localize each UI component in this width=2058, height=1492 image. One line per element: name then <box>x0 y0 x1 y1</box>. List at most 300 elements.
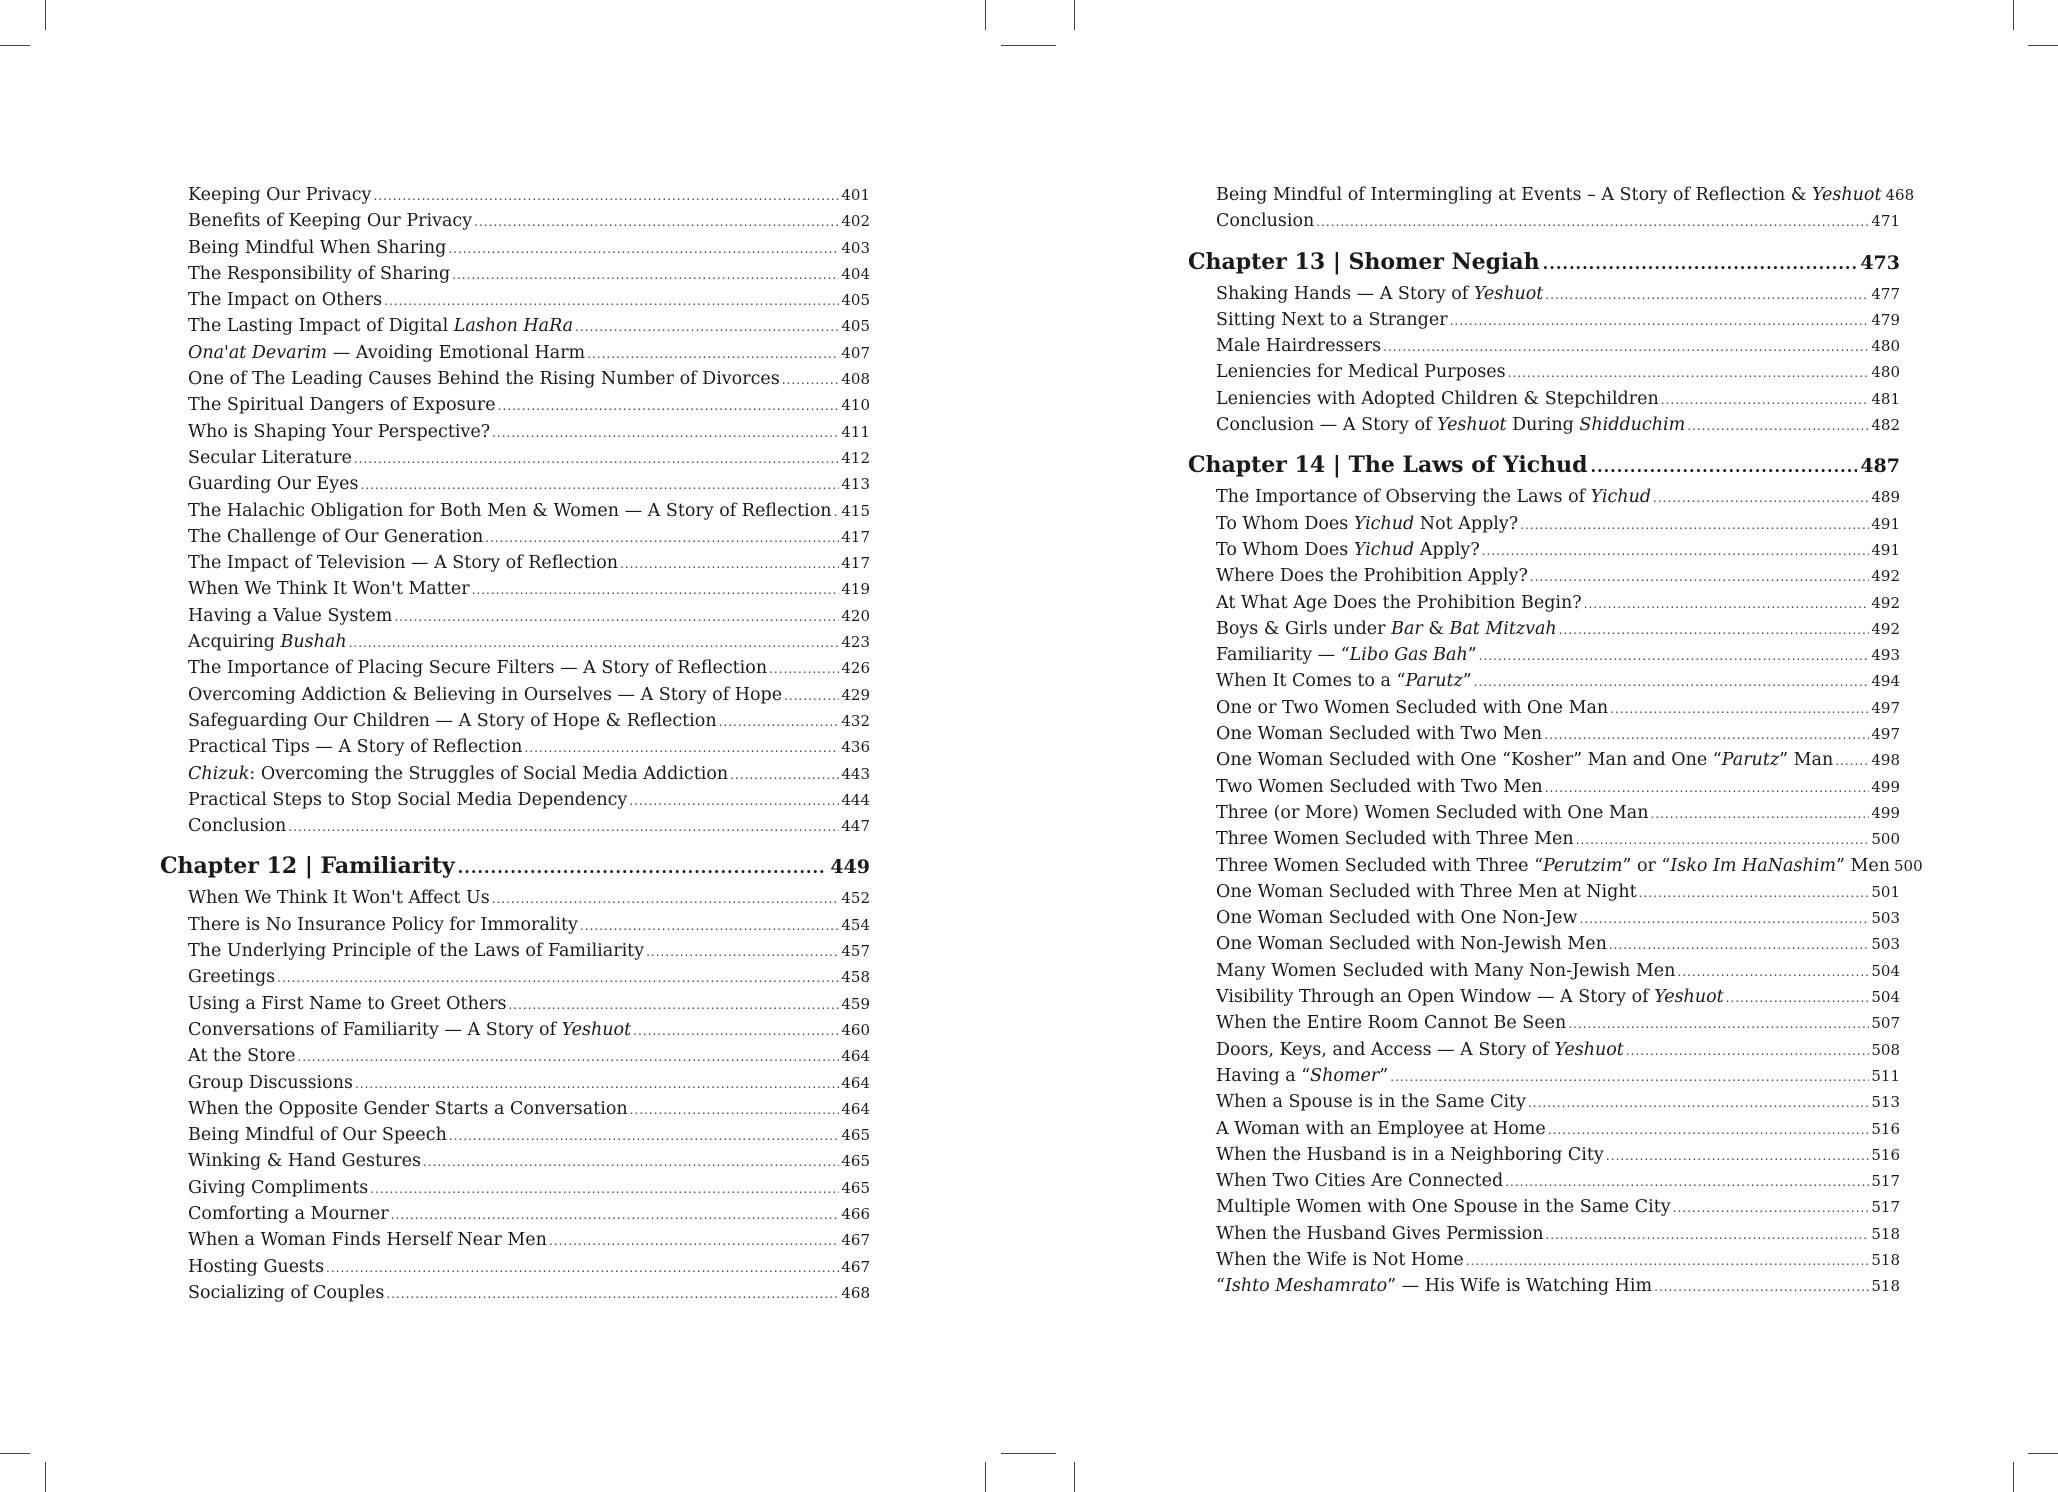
toc-entry-title-part: Secular Literature <box>188 447 352 468</box>
toc-entry-title <box>188 1122 447 1148</box>
dot-leader <box>384 288 839 314</box>
toc-entry-title <box>1216 984 1724 1010</box>
toc-entry[interactable] <box>160 366 870 392</box>
dot-leader <box>1835 748 1869 774</box>
toc-entry-title-italic: Libo Gas Bah <box>1349 645 1468 666</box>
chapter-heading[interactable] <box>1188 243 1900 281</box>
toc-entry[interactable] <box>160 603 870 629</box>
toc-entry[interactable] <box>160 991 870 1017</box>
toc-entry[interactable] <box>160 938 870 964</box>
toc-entry-title <box>1216 931 1607 957</box>
toc-page-number: 426 <box>841 659 870 678</box>
toc-entry-title <box>188 787 627 813</box>
toc-entry-title-part: Giving Compliments <box>188 1177 369 1198</box>
chapter-heading[interactable] <box>160 847 870 885</box>
toc-entry-title-part: Winking & Hand Gestures <box>188 1151 421 1172</box>
toc-entry[interactable] <box>160 1043 870 1069</box>
toc-entry[interactable] <box>160 550 870 576</box>
chapter-title: Chapter 14 | The Laws of Yichud <box>1188 452 1588 479</box>
toc-entry-title <box>1216 590 1582 616</box>
toc-entry-title-part: Three Women Secluded with Three Men <box>1216 829 1574 850</box>
dot-leader <box>1579 906 1869 932</box>
toc-entry[interactable] <box>1188 826 1900 852</box>
toc-entry-title <box>1216 386 1659 412</box>
toc-entry[interactable] <box>1188 590 1900 616</box>
toc-entry-title-part: Sitting Next to a Stranger <box>1216 309 1448 330</box>
dot-leader <box>474 209 839 235</box>
dot-leader <box>448 236 839 262</box>
toc-entry[interactable] <box>1188 1194 1900 1220</box>
toc-entry[interactable] <box>1188 563 1900 589</box>
dot-leader <box>730 762 839 788</box>
toc-entry-title <box>188 912 578 938</box>
toc-page-number: 480 <box>1871 363 1900 382</box>
chapter-page-number: 487 <box>1860 455 1900 478</box>
toc-entry-title <box>1216 958 1675 984</box>
toc-page-number: 480 <box>1871 337 1900 356</box>
toc-entry[interactable] <box>160 734 870 760</box>
crop-mark <box>2013 1462 2014 1492</box>
crop-mark <box>1001 45 1056 46</box>
toc-entry[interactable] <box>1188 616 1900 642</box>
toc-entry[interactable] <box>1188 747 1900 773</box>
toc-page-number: 504 <box>1871 988 1900 1007</box>
toc-entry[interactable] <box>160 392 870 418</box>
crop-mark <box>1074 1462 1075 1492</box>
toc-entry-title-part: Practical Tips — A Story of Reflection <box>188 737 523 758</box>
crop-mark <box>0 1453 30 1454</box>
toc-entry-title <box>188 392 496 418</box>
toc-entry-title <box>188 340 585 366</box>
toc-page-number: 413 <box>841 475 870 494</box>
toc-entry-title <box>1216 826 1574 852</box>
dot-leader <box>1479 643 1870 669</box>
toc-entry-title <box>1216 695 1608 721</box>
toc-page-number: 410 <box>841 396 870 415</box>
toc-entry-title <box>188 287 382 313</box>
toc-entry-title-italic: Bushah <box>280 632 347 653</box>
toc-page-number: 436 <box>841 738 870 757</box>
toc-page-number: 405 <box>841 291 870 310</box>
toc-page-number: 464 <box>841 1047 870 1066</box>
toc-page-number: 501 <box>1871 882 1900 901</box>
toc-page-number: 491 <box>1871 540 1900 559</box>
dot-leader <box>472 577 840 603</box>
toc-entry[interactable] <box>160 1122 870 1148</box>
toc-page-number: 468 <box>841 1283 870 1302</box>
toc-entry[interactable] <box>1188 208 1900 234</box>
toc-entry[interactable] <box>160 655 870 681</box>
toc-entry-title-italic: Yeshuot <box>1473 283 1544 304</box>
dot-leader <box>834 499 840 525</box>
dot-leader <box>1474 669 1870 695</box>
toc-entry[interactable] <box>160 1201 870 1227</box>
dot-leader <box>575 314 839 340</box>
toc-entry[interactable] <box>1188 695 1900 721</box>
toc-entry[interactable] <box>160 182 870 208</box>
toc-page-number: 481 <box>1871 389 1900 408</box>
dot-leader <box>1626 1038 1870 1064</box>
toc-entry-title <box>188 182 371 208</box>
toc-entry-title-part: Three (or More) Women Secluded with One Man <box>1216 802 1649 823</box>
dot-leader <box>549 1228 839 1254</box>
dot-leader <box>1606 1143 1870 1169</box>
toc-entry-title-part: ” <box>1467 645 1477 666</box>
toc-entry[interactable] <box>160 682 870 708</box>
chapter-title: Chapter 12 | Familiarity <box>160 853 455 880</box>
crop-mark <box>45 0 46 30</box>
toc-entry-title-part: When the Opposite Gender Starts a Conversation <box>188 1098 628 1119</box>
toc-entry-title-part: Practical Steps to Stop Social Media Dependency <box>188 789 628 810</box>
toc-entry[interactable] <box>1188 984 1900 1010</box>
toc-entry-title-part: Apply? <box>1414 539 1480 560</box>
dot-leader <box>1390 1064 1869 1090</box>
toc-entry-title <box>1216 1010 1566 1036</box>
toc-entry[interactable] <box>160 313 870 339</box>
dot-leader <box>1545 282 1869 308</box>
toc-entry-title-part: Being Mindful of Our Speech <box>188 1125 447 1146</box>
toc-page-number: 511 <box>1871 1066 1900 1085</box>
toc-entry-title-italic: Bar <box>1391 618 1423 639</box>
toc-entry[interactable] <box>160 1096 870 1122</box>
toc-entry[interactable] <box>160 1175 870 1201</box>
toc-entry-title <box>1216 484 1651 510</box>
toc-entry[interactable] <box>1188 182 1915 208</box>
toc-entry[interactable] <box>160 1017 870 1043</box>
dot-leader <box>1316 209 1869 235</box>
crop-mark <box>45 1462 46 1492</box>
toc-entry[interactable] <box>160 208 870 234</box>
toc-entry-title <box>1216 800 1649 826</box>
toc-entry[interactable] <box>160 787 870 813</box>
toc-entry[interactable] <box>160 964 870 990</box>
chapter-page-number: 473 <box>1860 251 1900 274</box>
toc-entry-title-part: Group Discussions <box>188 1072 353 1093</box>
chapter-page-number: 449 <box>830 856 870 879</box>
dot-leader <box>1543 245 1858 283</box>
toc-entry[interactable] <box>160 419 870 445</box>
toc-entry-title-part: Socializing of Couples <box>188 1282 385 1303</box>
toc-page-number: 513 <box>1871 1093 1900 1112</box>
toc-entry-title-part: Having a Value System <box>188 605 393 626</box>
dot-leader <box>1590 448 1857 486</box>
toc-entry[interactable] <box>160 524 870 550</box>
toc-entry-title-part: Male Hairdressers <box>1216 336 1382 357</box>
toc-page-number: 432 <box>841 711 870 730</box>
toc-entry[interactable] <box>1188 879 1900 905</box>
toc-entry[interactable] <box>1188 668 1900 694</box>
toc-entry-title-part: Many Women Secluded with Many Non-Jewish Men <box>1216 960 1676 981</box>
toc-entry-title <box>188 261 450 287</box>
toc-page-number: 465 <box>841 1152 870 1171</box>
toc-entry-title-part: When It Comes to a “ <box>1216 671 1406 692</box>
toc-entry-title-part: : Overcoming the Struggles of Social Media Addiction <box>249 763 729 784</box>
toc-page-number: 411 <box>841 422 870 441</box>
toc-entry-title-part: Conclusion — A Story of <box>1216 415 1438 436</box>
toc-entry[interactable] <box>160 471 870 497</box>
dot-leader <box>297 1044 839 1070</box>
toc-entry-title-part: One or Two Women Secluded with One Man <box>1216 697 1609 718</box>
toc-page-number: 516 <box>1871 1145 1900 1164</box>
toc-entry[interactable] <box>160 761 870 787</box>
toc-entry-title-italic: Bat Mitzvah <box>1449 618 1557 639</box>
toc-page-number: 503 <box>1871 909 1900 928</box>
toc-entry[interactable] <box>160 287 870 313</box>
dot-leader <box>1584 591 1870 617</box>
toc-entry-title-part: When the Entire Room Cannot Be Seen <box>1216 1013 1567 1034</box>
toc-entry[interactable] <box>160 708 870 734</box>
toc-entry[interactable] <box>160 1227 870 1253</box>
toc-entry-title-italic: Yichud <box>1590 487 1652 508</box>
toc-page-number: 403 <box>841 238 870 257</box>
toc-entry[interactable] <box>160 885 870 911</box>
toc-entry[interactable] <box>160 1254 870 1280</box>
dot-leader <box>326 1255 839 1281</box>
dot-leader <box>784 683 839 709</box>
dot-leader <box>587 341 839 367</box>
crop-mark <box>1001 1453 1056 1454</box>
toc-page-number: 499 <box>1871 777 1900 796</box>
toc-entry[interactable] <box>1188 931 1900 957</box>
toc-entry[interactable] <box>1188 905 1900 931</box>
toc-entry-title <box>188 471 358 497</box>
toc-entry-title-part: ” or “ <box>1622 855 1671 876</box>
toc-entry-title-part: One Woman Secluded with Two Men <box>1216 724 1543 745</box>
toc-entry-title-italic: Yeshuot <box>561 1019 632 1040</box>
toc-entry[interactable] <box>160 445 870 471</box>
toc-entry-title-part: ” Men <box>1835 855 1890 876</box>
dot-leader <box>1559 617 1870 643</box>
toc-entry-title <box>1216 511 1518 537</box>
toc-entry-title <box>188 1017 631 1043</box>
toc-entry-title-italic: Ishto Meshamrato <box>1224 1276 1388 1297</box>
toc-entry[interactable] <box>160 340 870 366</box>
toc-page-number: 464 <box>841 1073 870 1092</box>
toc-page-number: 420 <box>841 606 870 625</box>
toc-entry[interactable] <box>160 1280 870 1306</box>
toc-entry-title <box>1216 668 1472 694</box>
toc-page-number: 508 <box>1871 1040 1900 1059</box>
toc-page-number: 467 <box>841 1231 870 1250</box>
toc-entry-title-part: The Importance of Observing the Laws of <box>1216 487 1591 508</box>
toc-entry[interactable] <box>1188 359 1900 385</box>
toc-entry-title-part: Boys & Girls under <box>1216 618 1392 639</box>
toc-page-number: 429 <box>841 685 870 704</box>
toc-entry-title-part: One Woman Secluded with Three Men at Night <box>1216 881 1637 902</box>
toc-entry[interactable] <box>160 912 870 938</box>
toc-entry[interactable] <box>1188 307 1900 333</box>
toc-entry-title <box>188 682 782 708</box>
toc-entry-title <box>1216 1221 1543 1247</box>
toc-page-number: 479 <box>1871 310 1900 329</box>
toc-entry[interactable] <box>160 813 870 839</box>
toc-entry-title <box>188 991 506 1017</box>
toc-entry-title <box>188 445 352 471</box>
toc-entry-title-part: Three Women Secluded with Three “ <box>1216 855 1544 876</box>
toc-entry-title-italic: Yichud <box>1353 539 1415 560</box>
dot-leader <box>633 1018 839 1044</box>
toc-entry-title <box>1216 359 1506 385</box>
toc-entry-title <box>188 498 832 524</box>
dot-leader <box>620 551 839 577</box>
toc-entry[interactable] <box>1188 1221 1900 1247</box>
toc-entry[interactable] <box>1188 511 1900 537</box>
toc-page-number: 404 <box>841 264 870 283</box>
toc-page-number: 497 <box>1871 698 1900 717</box>
toc-entry-title <box>188 813 286 839</box>
toc-entry-title <box>1216 1273 1652 1299</box>
toc-page-number: 500 <box>1894 856 1923 875</box>
toc-entry-title <box>1216 879 1637 905</box>
toc-entry[interactable] <box>1188 1273 1900 1299</box>
toc-page-number: 419 <box>841 580 870 599</box>
toc-entry-title-part: ” <box>1379 1065 1389 1086</box>
toc-entry[interactable] <box>1188 774 1900 800</box>
toc-page-number: 465 <box>841 1178 870 1197</box>
toc-entry[interactable] <box>1188 484 1900 510</box>
dot-leader <box>354 446 840 472</box>
dot-leader <box>1530 564 1870 590</box>
toc-entry-title-part: To Whom Does <box>1216 513 1354 534</box>
toc-entry-title-part: Benefits of Keeping Our Privacy <box>188 211 473 232</box>
toc-page-number: 492 <box>1871 567 1900 586</box>
toc-entry[interactable] <box>1188 853 1923 879</box>
toc-entry-title <box>188 419 490 445</box>
toc-entry[interactable] <box>1188 333 1900 359</box>
toc-entry[interactable] <box>160 261 870 287</box>
toc-entry-title <box>1216 1063 1388 1089</box>
toc-entry[interactable] <box>1188 1116 1900 1142</box>
dot-leader <box>288 814 839 840</box>
dot-leader <box>1508 360 1870 386</box>
toc-page-number: 518 <box>1871 1277 1900 1296</box>
toc-entry-title <box>1216 1194 1671 1220</box>
toc-entry[interactable] <box>1188 958 1900 984</box>
toc-entry-title <box>1216 412 1685 438</box>
toc-page-number: 482 <box>1871 416 1900 435</box>
toc-page-number: 507 <box>1871 1014 1900 1033</box>
toc-entry-title-part: The Lasting Impact of Digital <box>188 316 454 337</box>
toc-entry[interactable] <box>1188 1142 1900 1168</box>
toc-page-number: 401 <box>841 186 870 204</box>
toc-page-number: 423 <box>841 633 870 652</box>
dot-leader <box>1383 334 1869 360</box>
crop-mark <box>985 1462 986 1492</box>
toc-entry-title-part: The Responsibility of Sharing <box>188 263 451 284</box>
chapter-heading[interactable] <box>1188 446 1900 484</box>
toc-page-number: 517 <box>1871 1198 1900 1217</box>
dot-leader <box>524 735 839 761</box>
toc-entry-title <box>188 1280 384 1306</box>
toc-entry[interactable] <box>1188 642 1900 668</box>
toc-entry-title-part: One Woman Secluded with One Non-Jew <box>1216 908 1578 929</box>
crop-mark <box>2028 45 2058 46</box>
toc-page-number: 444 <box>841 790 870 809</box>
toc-entry[interactable] <box>160 1148 870 1174</box>
dot-leader <box>1661 387 1870 413</box>
toc-entry-title-part: When the Husband is in a Neighboring City <box>1216 1144 1604 1165</box>
toc-entry[interactable] <box>160 235 870 261</box>
toc-entry-title-part: Who is Shaping Your Perspective? <box>188 421 491 442</box>
toc-page-number: 408 <box>841 370 870 389</box>
toc-entry-title-part: ” <box>1462 671 1472 692</box>
toc-entry-title <box>1216 853 1890 879</box>
toc-entry[interactable] <box>1188 1089 1900 1115</box>
dot-leader <box>370 1176 839 1202</box>
toc-page-number: 499 <box>1871 803 1900 822</box>
dot-leader <box>1654 1274 1869 1300</box>
toc-entry-title-part: When the Husband Gives Permission <box>1216 1223 1544 1244</box>
toc-entry[interactable] <box>1188 1168 1900 1194</box>
toc-entry[interactable] <box>1188 1010 1900 1036</box>
toc-page-number: 417 <box>841 554 870 573</box>
toc-page-number: 492 <box>1871 619 1900 638</box>
toc-entry-title <box>188 603 392 629</box>
toc-entry[interactable] <box>1188 537 1900 563</box>
dot-leader <box>1545 775 1870 801</box>
toc-entry[interactable] <box>1188 386 1900 412</box>
toc-section <box>1188 281 1900 439</box>
toc-entry[interactable] <box>160 629 870 655</box>
crop-mark <box>2028 1453 2058 1454</box>
toc-page-number: 464 <box>841 1099 870 1118</box>
toc-page-number: 407 <box>841 343 870 362</box>
dot-leader <box>1677 959 1869 985</box>
toc-entry-title <box>1216 333 1381 359</box>
toc-entry-title <box>188 1043 295 1069</box>
toc-entry-title <box>1216 747 1833 773</box>
toc-entry-title <box>188 761 728 787</box>
toc-page-number: 518 <box>1871 1224 1900 1243</box>
toc-page-number: 402 <box>841 212 870 231</box>
toc-entry-title <box>1216 1116 1546 1142</box>
toc-entry[interactable] <box>1188 721 1900 747</box>
toc-entry[interactable] <box>1188 1063 1900 1089</box>
toc-entry[interactable] <box>1188 412 1900 438</box>
dot-leader <box>458 849 828 887</box>
toc-entry[interactable] <box>160 576 870 602</box>
toc-page-number: 459 <box>841 994 870 1013</box>
toc-entry-title-part: Hosting Guests <box>188 1256 325 1277</box>
toc-entry-title-part: Conclusion <box>1216 211 1315 232</box>
toc-entry[interactable] <box>1188 1037 1900 1063</box>
toc-entry-title-part: ” Man <box>1779 750 1834 771</box>
toc-entry-title-part: “ <box>1216 1276 1225 1297</box>
toc-page-number: 415 <box>841 501 870 520</box>
toc-entry-title-part: Guarding Our Eyes <box>188 474 359 495</box>
toc-page-number: 443 <box>841 764 870 783</box>
toc-entry-title-part: Leniencies for Medical Purposes <box>1216 362 1506 383</box>
dot-leader <box>1450 308 1870 334</box>
toc-entry-title <box>188 524 483 550</box>
toc-entry[interactable] <box>1188 1247 1900 1273</box>
toc-entry[interactable] <box>160 1070 870 1096</box>
toc-entry-title-part: When We Think It Won't Affect Us <box>188 888 490 909</box>
toc-entry-title-part: Comforting a Mourner <box>188 1203 389 1224</box>
toc-entry[interactable] <box>1188 281 1900 307</box>
toc-entry-title <box>188 885 490 911</box>
dot-leader <box>485 525 839 551</box>
dot-leader <box>646 939 839 965</box>
toc-page-number: 477 <box>1871 284 1900 303</box>
toc-entry[interactable] <box>1188 800 1900 826</box>
toc-section <box>1188 182 1915 235</box>
dot-leader <box>1673 1195 1870 1221</box>
toc-entry-title <box>188 208 472 234</box>
toc-page-number: 460 <box>841 1020 870 1039</box>
toc-entry[interactable] <box>160 498 870 524</box>
toc-entry-title <box>1216 563 1528 589</box>
